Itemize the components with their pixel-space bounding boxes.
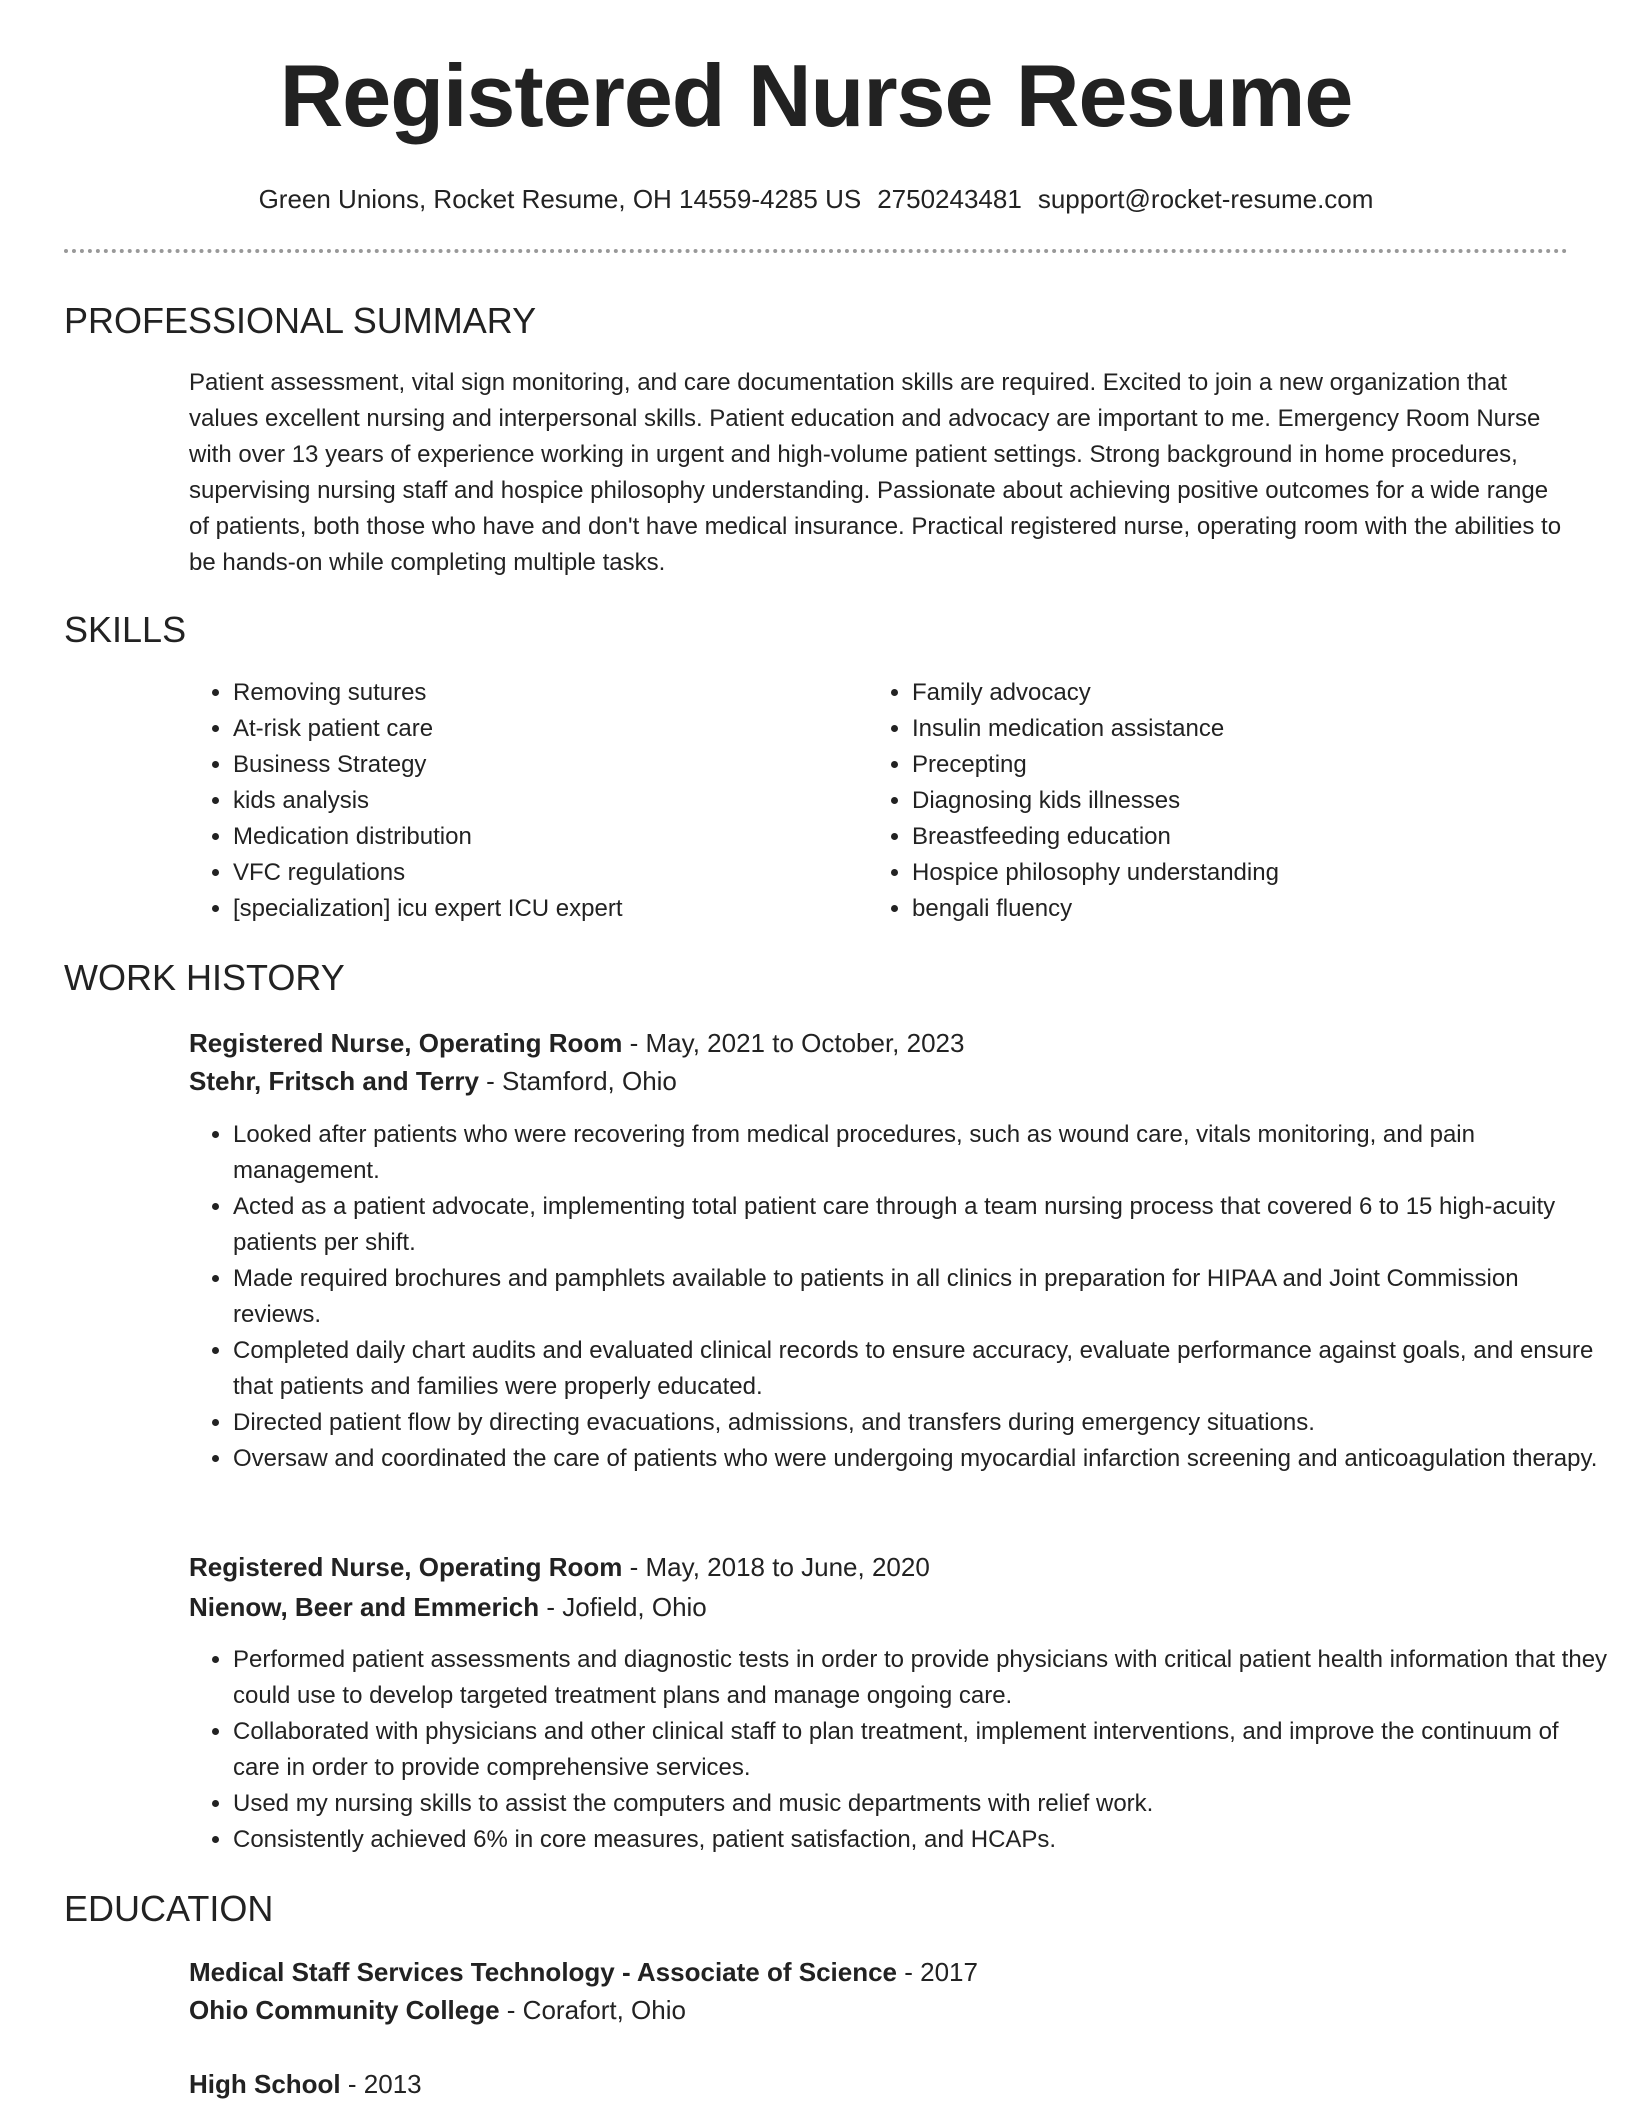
education-heading: EDUCATION [64,1888,274,1929]
skills-list-right [868,675,1592,927]
skill-item: • Breastfeeding education [912,819,1592,855]
skill-item: • [specialization] icu expert ICU expert [233,891,853,927]
job-title-line [189,1549,930,1585]
education-location: - Corafort, Ohio [499,1995,686,2025]
contact-address: Green Unions, Rocket Resume, OH 14559-4285 US [258,184,862,214]
education-school: Ohio Community College [189,1995,500,2025]
job-location: - Stamford, Ohio [478,1066,677,1096]
contact-line [0,183,1632,215]
job-employer-line [189,1589,707,1625]
job-dates: - May, 2018 to June, 2020 [622,1552,930,1582]
job-dates: - May, 2021 to October, 2023 [622,1028,965,1058]
job-bullet: • Consistently achieved 6% in core measures, patient satisfaction, and HCAPs. [233,1822,1609,1858]
education-school-line [189,1992,686,2028]
skill-item: • Insulin medication assistance [912,711,1592,747]
work-heading: WORK HISTORY [64,957,345,998]
job-employer: Stehr, Fritsch and Terry [189,1066,479,1096]
skill-item: • kids analysis [233,783,853,819]
skill-item: • Medication distribution [233,819,853,855]
skill-item: • Removing sutures [233,675,853,711]
job-bullet: • Collaborated with physicians and other clinical staff to plan treatment, implement interventions, and improve the continuum of care in order to provide comprehensive services. [233,1714,1609,1786]
contact-phone: 2750243481 [877,184,1022,214]
job-location: - Jofield, Ohio [539,1592,707,1622]
education-degree-line [189,1954,978,1990]
job-bullets [189,1117,1609,1477]
job-bullet: • Used my nursing skills to assist the computers and music departments with relief work. [233,1786,1609,1822]
header-divider [64,249,1568,253]
education-year: - 2017 [897,1957,978,1987]
skills-heading: SKILLS [64,609,187,650]
job-title: Registered Nurse, Operating Room [189,1552,623,1582]
job-title-line [189,1025,964,1061]
job-bullet: • Oversaw and coordinated the care of patients who were undergoing myocardial infarction screening and anticoagulation therapy. [233,1441,1609,1477]
job-bullet: • Directed patient flow by directing evacuations, admissions, and transfers during emergency situations. [233,1405,1609,1441]
job-employer-line [189,1063,677,1099]
education-degree: High School [189,2069,341,2099]
job-bullet: • Looked after patients who were recovering from medical procedures, such as wound care, vitals monitoring, and pain management. [233,1117,1609,1189]
job-bullet: • Performed patient assessments and diagnostic tests in order to provide physicians with critical patient health information that they could use to develop targeted treatment plans and manage ongoing care. [233,1642,1609,1714]
job-bullet: • Made required brochures and pamphlets available to patients in all clinics in preparation for HIPAA and Joint Commission reviews. [233,1261,1609,1333]
skill-item: • Business Strategy [233,747,853,783]
skills-list-left [189,675,853,927]
contact-email: support@rocket-resume.com [1037,184,1374,214]
job-employer: Nienow, Beer and Emmerich [189,1592,540,1622]
education-degree: Medical Staff Services Technology - Associate of Science [189,1957,898,1987]
skill-item: • Hospice philosophy understanding [912,855,1592,891]
skill-item: • Precepting [912,747,1592,783]
summary-heading: PROFESSIONAL SUMMARY [64,300,537,341]
job-bullet: • Completed daily chart audits and evaluated clinical records to ensure accuracy, evaluate performance against goals, and ensure that patients and families were properly educated. [233,1333,1609,1405]
skill-item: • Diagnosing kids illnesses [912,783,1592,819]
job-bullet: • Acted as a patient advocate, implementing total patient care through a team nursing process that covered 6 to 15 high-acuity patients per shift. [233,1189,1609,1261]
education-degree-line [189,2066,422,2102]
education-year: - 2013 [340,2069,422,2099]
job-title: Registered Nurse, Operating Room [189,1028,623,1058]
skill-item: • bengali fluency [912,891,1592,927]
skill-item: • At-risk patient care [233,711,853,747]
skill-item: • Family advocacy [912,675,1592,711]
summary-text: Patient assessment, vital sign monitoring, and care documentation skills are required. Excited to join a new organization that values excellent nursing and interpersonal skills. Patient education and advocacy are important to me. Emergency Room Nurse with over 13 years of experience working in urgent and high-volume patient settings. Strong background in home procedures, supervising nursing staff and hospice philosophy understanding. Passionate about achieving positive outcomes for a wide range of patients, both those who have and don't have medical insurance. Practical registered nurse, operating room with the abilities to be hands-on while completing multiple tasks. [189,369,1562,576]
resume-title: Registered Nurse Resume [279,46,1353,145]
skill-item: • VFC regulations [233,855,853,891]
job-bullets [189,1642,1609,1858]
